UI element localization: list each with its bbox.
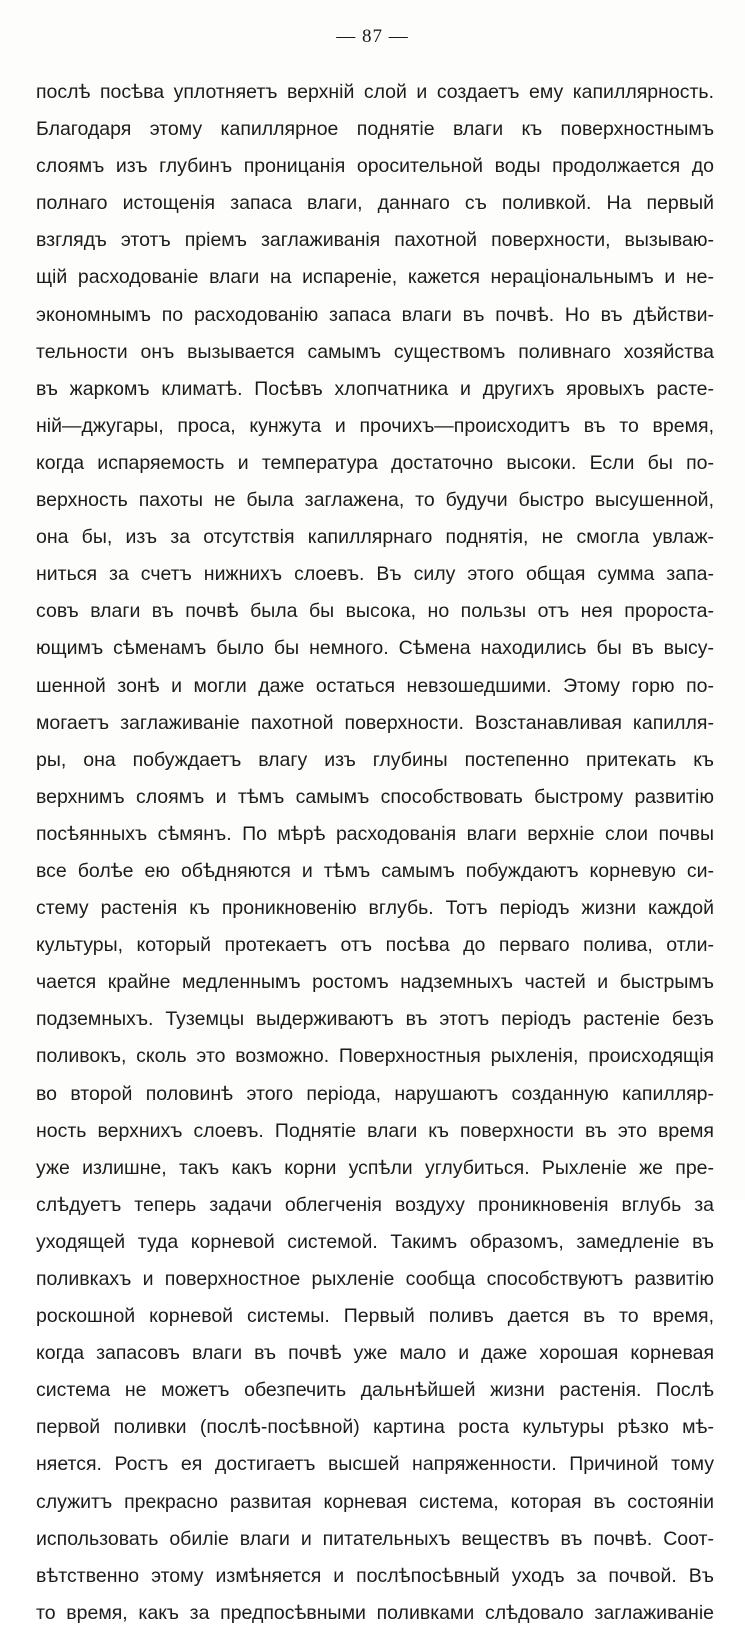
- text-line: использовать обиліе влаги и питательныхъ веществъ въ почвѣ. Соот-: [36, 1527, 714, 1550]
- text-line: уходящей туда корневой системой. Такимъ образомъ, замедленіе въ: [36, 1230, 714, 1253]
- text-line: верхнимъ слоямъ и тѣмъ самымъ способствовать быстрому развитію: [36, 785, 714, 808]
- text-line: ющимъ сѣменамъ было бы немного. Сѣмена находились бы въ высу-: [36, 637, 714, 660]
- text-line: слѣдуетъ теперь задачи облегченія воздуху проникновенія вглубь за: [36, 1193, 714, 1216]
- text-line: поливкахъ и поверхностное рыхленіе сообща способствуютъ развитію: [36, 1268, 714, 1290]
- text-line: Благодаря этому капиллярное поднятіе влаги къ поверхностнымъ: [36, 118, 714, 141]
- text-line: ній—джугары, проса, кунжута и прочихъ—происходитъ въ то время,: [36, 414, 714, 437]
- text-line: она бы, изъ за отсутствія капиллярнаго поднятія, не смогла увлаж-: [36, 526, 714, 549]
- body-text: [36, 74, 714, 1632]
- text-line: когда запасовъ влаги въ почвѣ уже мало и даже хорошая корневая: [36, 1342, 714, 1365]
- text-line: взглядъ этотъ пріемъ заглаживанія пахотной поверхности, вызываю-: [36, 229, 714, 252]
- text-line: служитъ прекрасно развитая корневая система, которая въ состояніи: [36, 1490, 714, 1513]
- text-line: система не можетъ обезпечить дальнѣйшей жизни растенія. Послѣ: [36, 1379, 714, 1402]
- text-line: ры, она побуждаетъ влагу изъ глубины постепенно притекать къ: [36, 748, 714, 771]
- text-line: первой поливки (послѣ-посѣвной) картина роста культуры рѣзко мѣ-: [36, 1416, 714, 1439]
- text-line: вѣтственно этому измѣняется и послѣпосѣвный уходъ за почвой. Въ: [36, 1564, 714, 1587]
- text-line: стему растенія къ проникновенію вглубь. Тотъ періодъ жизни каждой: [36, 897, 714, 920]
- text-line: послѣ посѣва уплотняетъ верхній слой и создаетъ ему капиллярность.: [36, 81, 714, 103]
- text-line: то время, какъ за предпосѣвными поливками слѣдовало заглаживаніе: [36, 1601, 714, 1624]
- text-line: все болѣе ею обѣдняются и тѣмъ самымъ побуждаютъ корневую си-: [36, 859, 714, 882]
- page-number: — 87 —: [336, 26, 409, 47]
- text-line: когда испаряемость и температура достаточно высоки. Если бы по-: [36, 451, 714, 474]
- text-line: совъ влаги въ почвѣ была бы высока, но пользы отъ нея пророста-: [36, 600, 714, 623]
- text-line: полнаго истощенія запаса влаги, даннаго съ поливкой. На первый: [36, 192, 714, 215]
- text-line: ность верхнихъ слоевъ. Поднятіе влаги къ поверхности въ это время: [36, 1119, 714, 1142]
- text-line: въ жаркомъ климатѣ. Посѣвъ хлопчатника и другихъ яровыхъ расте-: [36, 377, 714, 400]
- text-line: могаетъ заглаживаніе пахотной поверхности. Возстанавливая капилля-: [36, 711, 714, 734]
- text-line: шенной зонѣ и могли даже остаться невзошедшими. Этому горю по-: [36, 674, 714, 697]
- text-line: уже излишне, такъ какъ корни успѣли углубиться. Рыхленіе же пре-: [36, 1156, 714, 1179]
- text-line: няется. Ростъ ея достигаетъ высшей напряженности. Причиной тому: [36, 1453, 714, 1476]
- text-line: роскошной корневой системы. Первый поливъ дается въ то время,: [36, 1305, 714, 1328]
- text-line: тельности онъ вызывается самымъ существомъ поливнаго хозяйства: [36, 340, 714, 363]
- text-line: слоямъ изъ глубинъ проницанія оросительной воды продолжается до: [36, 155, 714, 178]
- text-line: ниться за счетъ нижнихъ слоевъ. Въ силу этого общая сумма запа-: [36, 563, 714, 586]
- text-line: культуры, который протекаетъ отъ посѣва до перваго полива, отли-: [36, 934, 714, 957]
- text-line: щій расходованіе влаги на испареніе, кажется нераціональнымъ и не-: [36, 266, 714, 289]
- text-line: посѣянныхъ сѣмянъ. По мѣрѣ расходованія влаги верхніе слои почвы: [36, 822, 714, 845]
- text-line: чается крайне медленнымъ ростомъ надземныхъ частей и быстрымъ: [36, 971, 714, 994]
- text-line: верхность пахоты не была заглажена, то будучи быстро высушенной,: [36, 489, 714, 512]
- text-line: подземныхъ. Туземцы выдерживаютъ въ этотъ періодъ растеніе безъ: [36, 1008, 714, 1031]
- text-line: экономнымъ по расходованію запаса влаги въ почвѣ. Но въ дѣйстви-: [36, 303, 714, 326]
- text-line: поливокъ, сколь это возможно. Поверхностныя рыхленія, происходящія: [36, 1045, 714, 1068]
- text-line: во второй половинѣ этого періода, нарушаютъ созданную капилляр-: [36, 1082, 714, 1105]
